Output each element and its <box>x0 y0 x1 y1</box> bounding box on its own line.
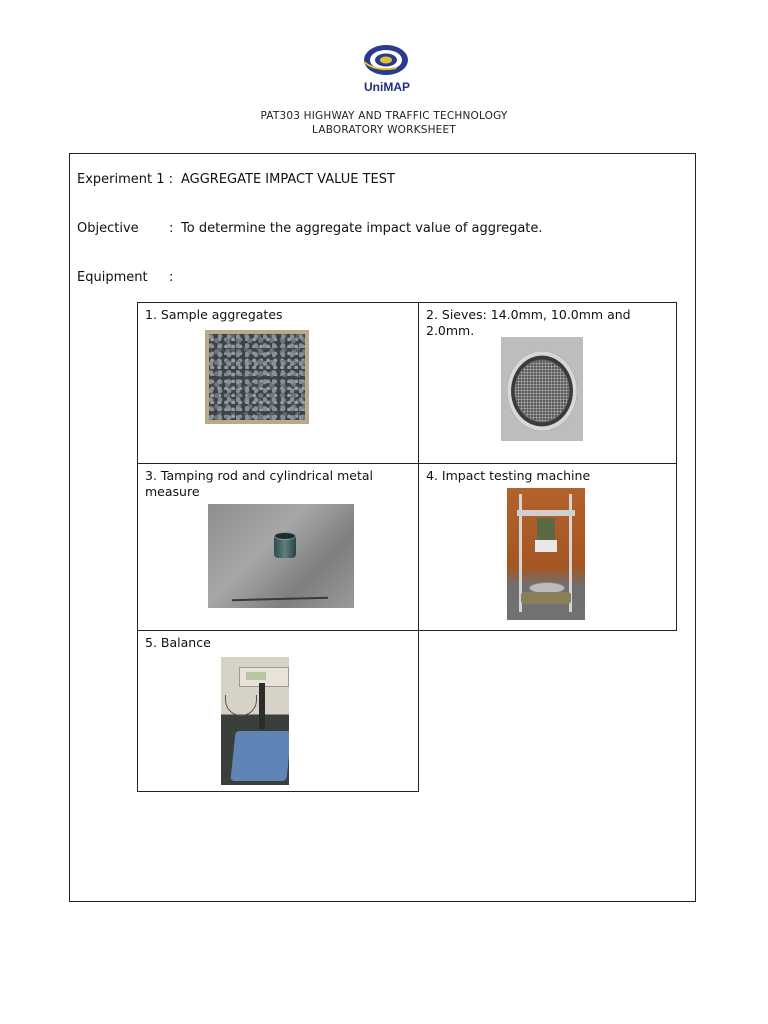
sieve-photo <box>501 337 583 441</box>
equipment-cell-2 <box>418 302 677 464</box>
equipment-cell-5 <box>137 630 419 792</box>
balance-screen <box>246 672 266 680</box>
balance-pole <box>259 683 265 729</box>
objective-text: To determine the aggregate impact value of aggregate. <box>181 221 543 236</box>
logo-wordmark: UniMAP <box>364 80 410 94</box>
impact-machine-photo <box>507 488 585 620</box>
equipment-item-label: 3. Tamping rod and cylindrical metal measure <box>145 468 374 499</box>
experiment-title: AGGREGATE IMPACT VALUE TEST <box>181 172 395 187</box>
equipment-item-label: 1. Sample aggregates <box>145 307 283 322</box>
machine-base <box>521 592 571 604</box>
tamping-rod-photo <box>208 504 354 608</box>
balance-pan <box>230 731 289 781</box>
equipment-table <box>137 302 677 792</box>
equipment-item-label: 2. Sieves: 14.0mm, 10.0mm and 2.0mm. <box>426 307 631 338</box>
equipment-item-label: 4. Impact testing machine <box>426 468 591 483</box>
aggregates-photo <box>205 330 309 424</box>
equipment-cell-1 <box>137 302 419 464</box>
tamping-rod <box>232 597 328 602</box>
balance-photo <box>221 657 289 785</box>
experiment-label: Experiment 1 : <box>77 172 174 187</box>
machine-hammer-head <box>535 540 557 552</box>
course-title: PAT303 HIGHWAY AND TRAFFIC TECHNOLOGY <box>260 110 508 122</box>
machine-crossbar <box>517 510 575 516</box>
equipment-item-label: 5. Balance <box>145 635 211 650</box>
equipment-colon: : <box>169 270 174 285</box>
sieve-mesh <box>515 361 569 421</box>
equipment-cell-3 <box>137 463 419 631</box>
balance-cable <box>225 695 257 716</box>
metal-measure-rim <box>274 532 296 540</box>
equipment-cell-4 <box>418 463 677 631</box>
equipment-label: Equipment <box>77 270 148 285</box>
objective-label: Objective <box>77 221 139 236</box>
worksheet-title: LABORATORY WORKSHEET <box>312 124 456 136</box>
objective-colon: : <box>169 221 174 236</box>
